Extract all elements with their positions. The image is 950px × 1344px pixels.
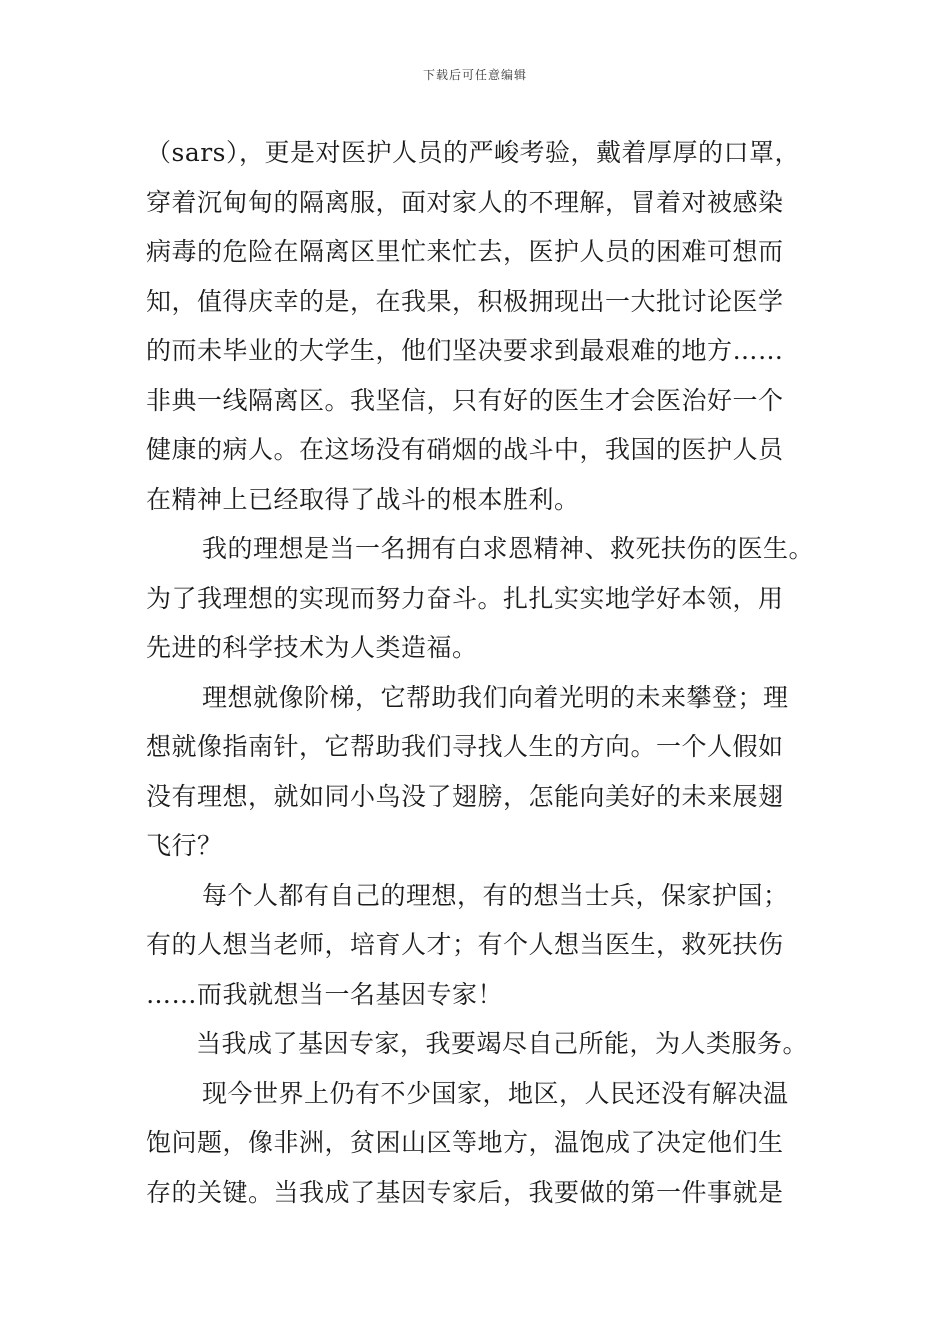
text-line: 想就像指南针，它帮助我们寻找人生的方向。一个人假如 (146, 732, 784, 761)
text-line: 理想就像阶梯，它帮助我们向着光明的未来攀登；理 (202, 682, 789, 712)
text-line: 非典一线隔离区。我坚信，只有好的医生才会医治好一个 (146, 385, 784, 415)
text-line: 有的人想当老师，培育人才；有个人想当医生，救死扶伤 (146, 930, 784, 959)
text-line: 在精神上已经取得了战斗的根本胜利。 (146, 484, 580, 514)
text-line: 当我成了基因专家，我要竭尽自己所能，为人类服务。 (196, 1029, 809, 1058)
text-line: 存的关键。当我成了基因专家后，我要做的第一件事就是 (146, 1177, 784, 1207)
text-line: 穿着沉甸甸的隔离服，面对家人的不理解，冒着对被感染 (146, 187, 784, 217)
text-line: 飞行？ (146, 831, 223, 860)
page-header-note: 下载后可任意编辑 (422, 68, 527, 82)
text-line: 的而未毕业的大学生，他们坚决要求到最艰难的地方…… (146, 336, 784, 365)
text-line: 先进的科学技术为人类造福。 (146, 633, 478, 662)
text-line: 病毒的危险在隔离区里忙来忙去，医护人员的困难可想而 (146, 237, 784, 266)
document-body (146, 128, 826, 1217)
text-line: 每个人都有自己的理想，有的想当士兵，保家护国； (202, 880, 789, 910)
text-line: （sars），更是对医护人员的严峻考验，戴着厚厚的口罩， (146, 138, 801, 167)
text-line: 健康的病人。在这场没有硝烟的战斗中，我国的医护人员 (146, 435, 784, 464)
text-line: ……而我就想当一名基因专家！ (146, 979, 504, 1009)
text-line: 没有理想，就如同小鸟没了翅膀，怎能向美好的未来展翅 (146, 781, 784, 811)
text-line: 我的理想是当一名拥有白求恩精神、救死扶伤的医生。 (202, 534, 815, 563)
text-line: 现今世界上仍有不少国家，地区，人民还没有解决温 (202, 1078, 789, 1108)
text-line: 饱问题，像非洲，贫困山区等地方，温饱成了决定他们生 (146, 1128, 784, 1157)
text-line: 知，值得庆幸的是，在我果，积极拥现出一大批讨论医学 (146, 286, 784, 316)
text-line: 为了我理想的实现而努力奋斗。扎扎实实地学好本领，用 (146, 583, 784, 613)
